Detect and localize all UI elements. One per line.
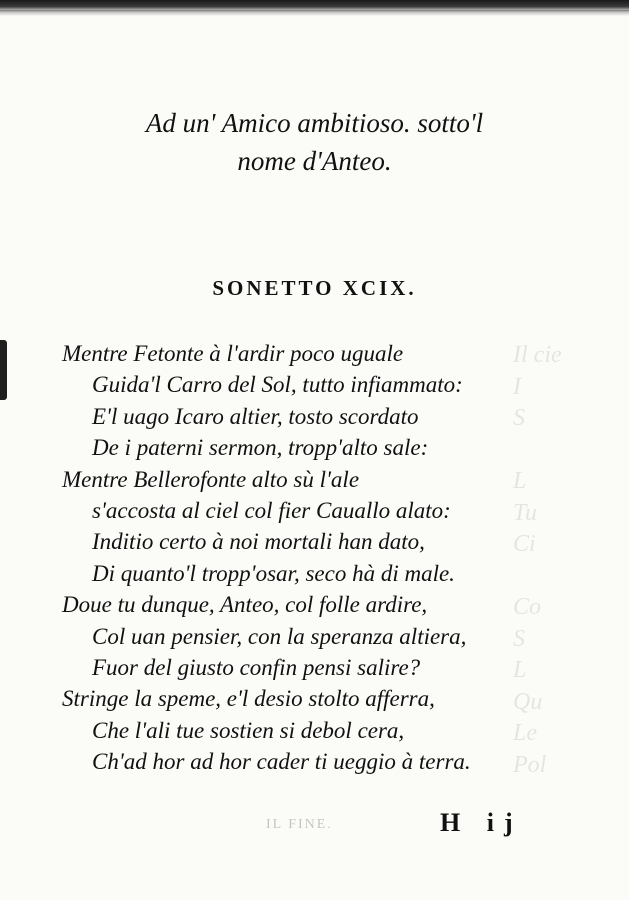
verse-line: E'l uago Icaro altier, tosto scordato: [92, 403, 419, 429]
verse-line: Stringe la speme, e'l desio stolto afferra,: [62, 686, 435, 712]
bleed-line: Il cie: [513, 342, 562, 368]
bleed-line: Qu: [513, 688, 543, 715]
bleed-line: L: [513, 468, 527, 494]
verse-line: Guida'l Carro del Sol, tutto infiammato:: [92, 372, 463, 398]
verse-line: Mentre Bellerofonte alto sù l'ale: [62, 466, 360, 492]
page-top-edge-gradient: [0, 10, 629, 16]
bleed-line: Tu: [513, 499, 538, 526]
bleed-line: L: [513, 657, 527, 683]
signature-mark: H ij: [440, 808, 523, 837]
verse-line: Che l'ali tue sostien si debol cera,: [92, 717, 405, 743]
verse-line: Fuor del giusto confin pensi salire?: [92, 655, 421, 681]
verse-line: Doue tu dunque, Anteo, col folle ardire,: [62, 592, 428, 618]
bleed-line: Ci: [513, 531, 536, 557]
bleed-through-footer: IL FINE.: [266, 817, 333, 832]
verse-line: De i paterni sermon, tropp'alto sale:: [92, 435, 429, 461]
bleed-line: I: [513, 373, 521, 400]
verse-line: Di quanto'l tropp'osar, seco hà di male.: [92, 560, 455, 586]
verse-line: Col uan pensier, con la speranza altiera,: [92, 623, 467, 649]
bleed-line: S: [513, 405, 525, 431]
bleed-line: S: [513, 625, 525, 652]
verse-line: s'accosta al ciel col fier Cauallo alato:: [92, 498, 451, 524]
sonnet-body: [0, 338, 629, 778]
poem-title: [0, 104, 629, 180]
poem-title-line-2: nome d'Anteo.: [237, 146, 392, 176]
sonnet-heading: SONETTO XCIX.: [212, 276, 417, 300]
bleed-line: Co: [513, 594, 542, 620]
bleed-line: Pol: [513, 751, 547, 778]
verse-line: Mentre Fetonte à l'ardir poco uguale: [62, 341, 404, 366]
poem-title-line-1: Ad un' Amico ambitioso. sotto'l: [145, 108, 484, 138]
bleed-line: Le: [513, 720, 537, 746]
verse-line: Inditio certo à noi mortali han dato,: [92, 529, 425, 555]
verse-line: Ch'ad hor ad hor cader ti ueggio à terra.: [92, 749, 471, 775]
